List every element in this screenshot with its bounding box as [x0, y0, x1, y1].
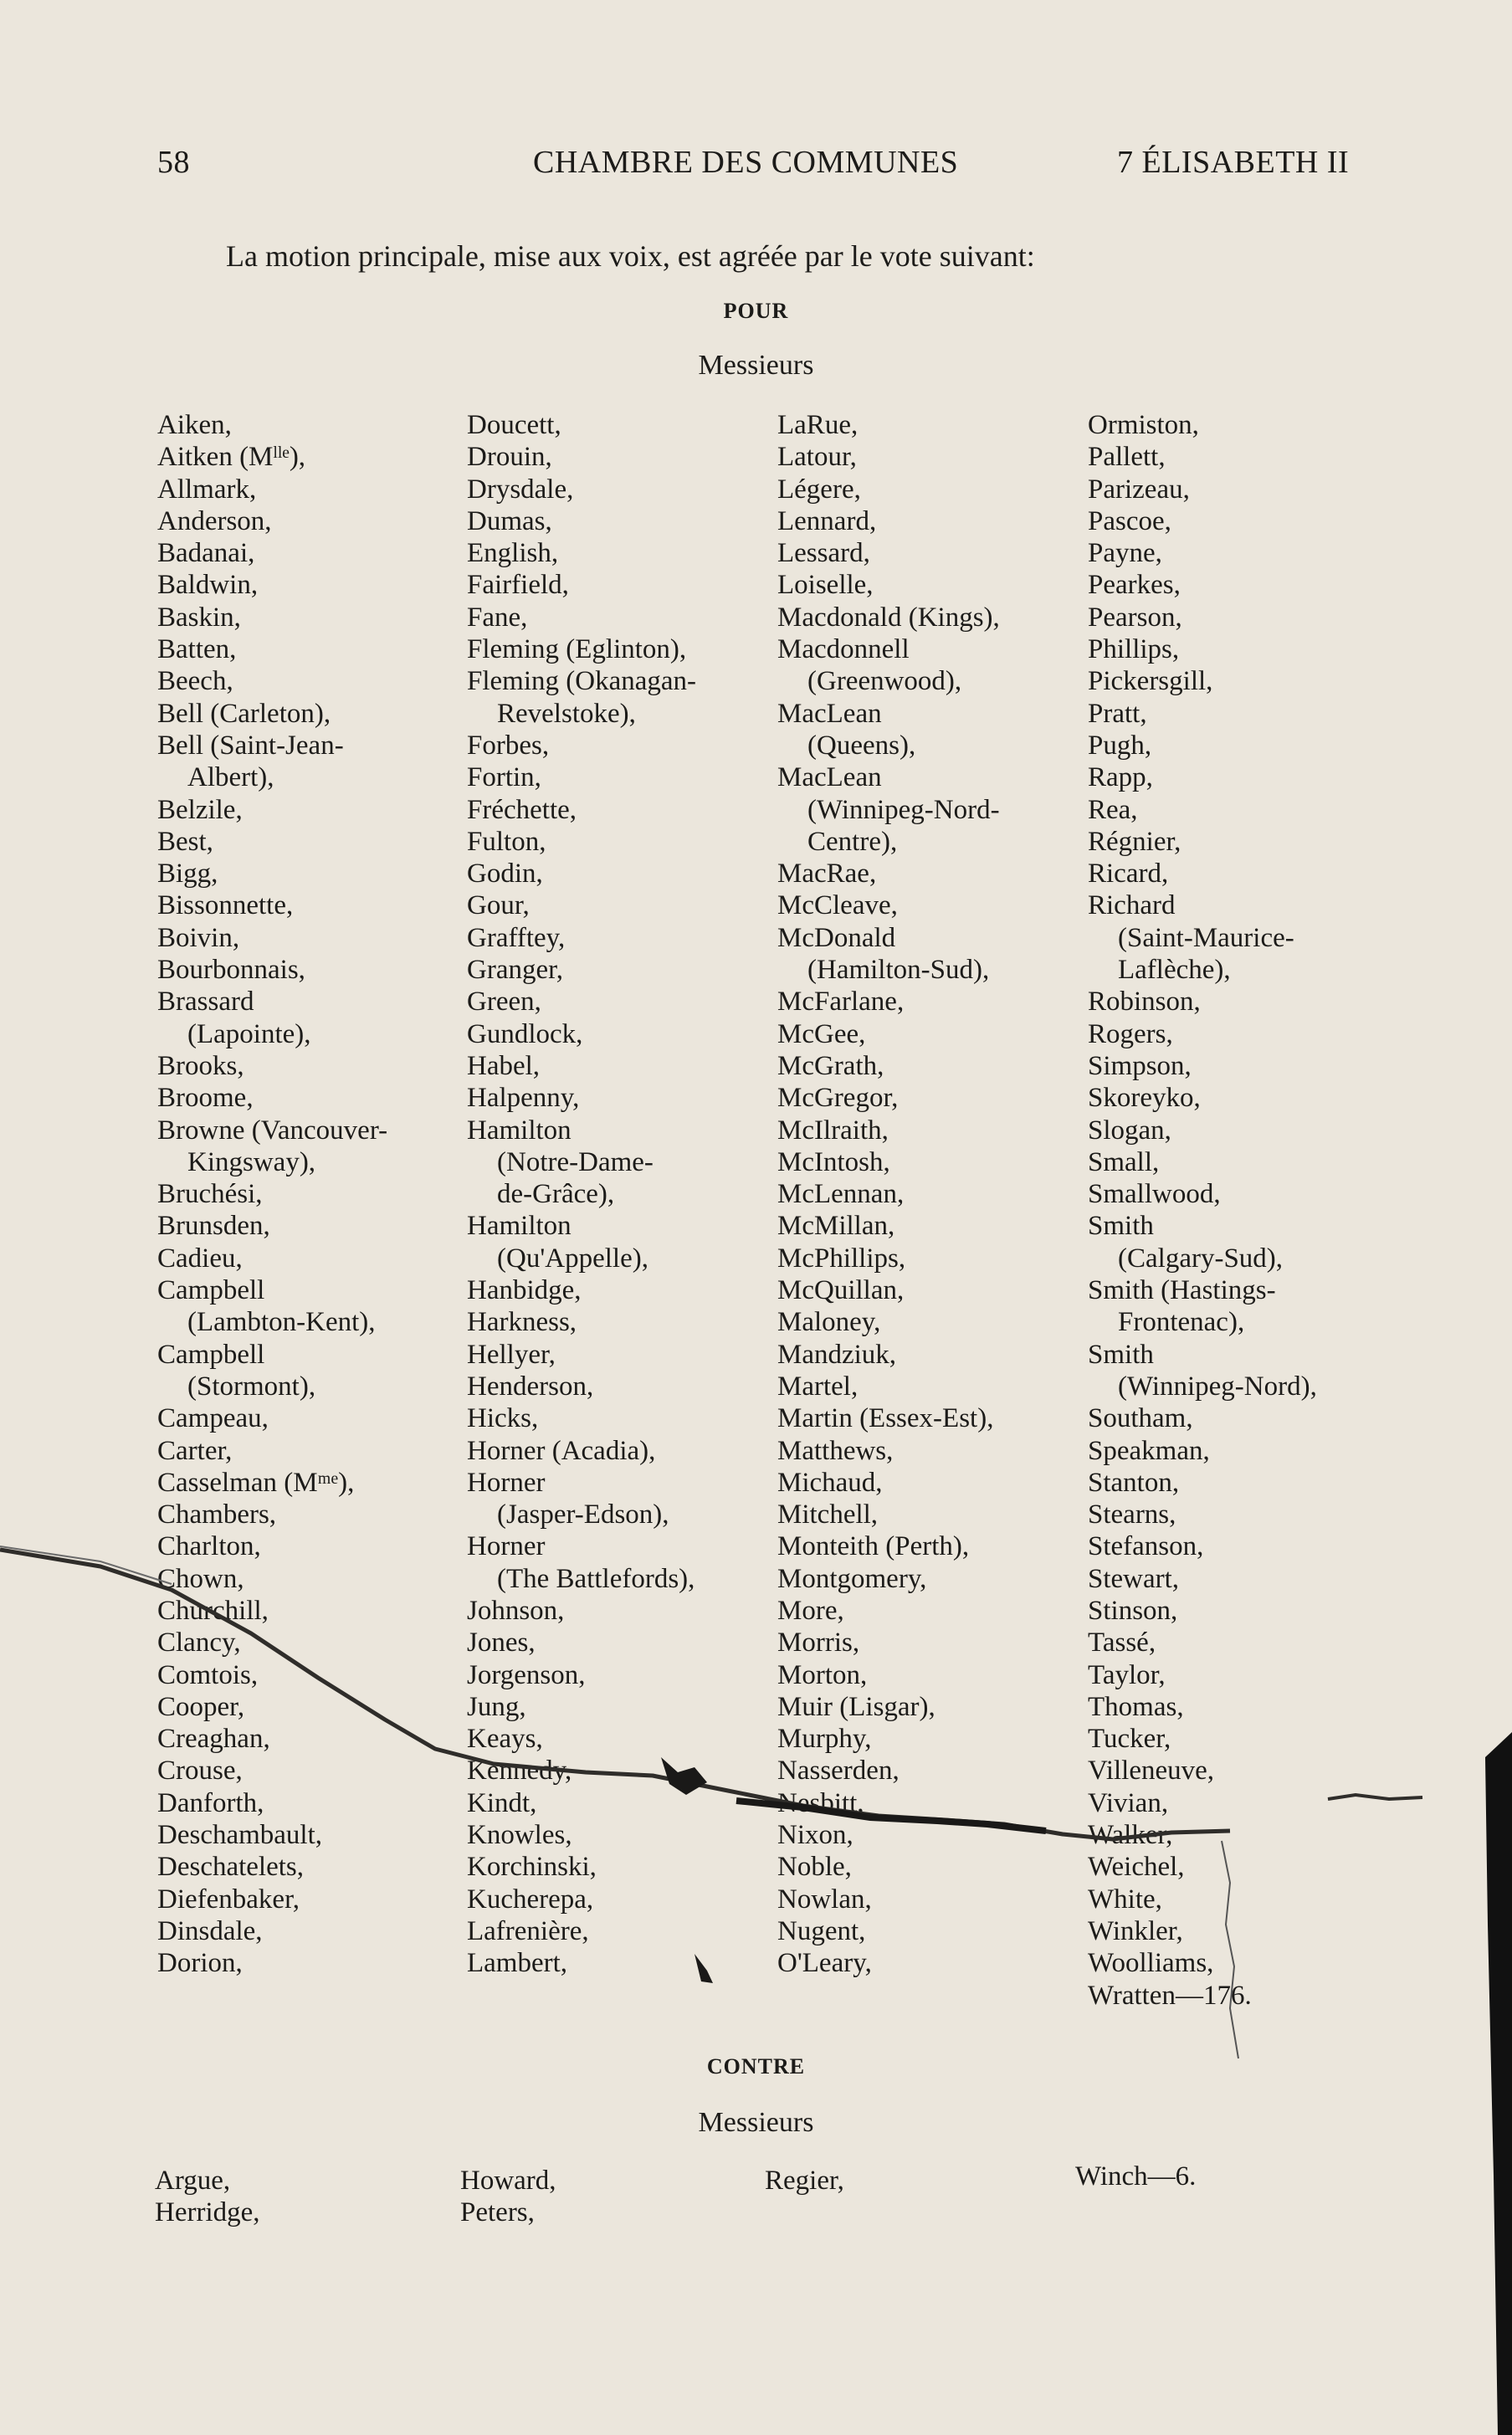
- member-name: Comtois,: [157, 1659, 259, 1690]
- member-name: McGrath,: [777, 1050, 884, 1081]
- member-name: Mandziuk,: [777, 1339, 897, 1370]
- member-name: Kingsway),: [187, 1146, 316, 1177]
- member-name: MacLean: [777, 762, 882, 793]
- member-name: McGregor,: [777, 1083, 899, 1114]
- member-name: Peters,: [460, 2197, 535, 2228]
- member-name: Villeneuve,: [1088, 1756, 1215, 1787]
- member-name: Argue,: [155, 2166, 231, 2196]
- member-name: Fulton,: [467, 826, 546, 857]
- member-name: Carter,: [157, 1435, 233, 1466]
- member-name: Mitchell,: [777, 1499, 879, 1530]
- member-name: Stewart,: [1088, 1563, 1180, 1594]
- member-name: Belzile,: [157, 794, 243, 825]
- member-name: Brassard: [157, 987, 254, 1018]
- page-number: 58: [157, 145, 190, 180]
- member-name: Horner (Acadia),: [467, 1435, 656, 1466]
- member-name: Pearson,: [1088, 602, 1182, 633]
- member-name: Howard,: [460, 2166, 556, 2196]
- member-name: Stinson,: [1088, 1595, 1178, 1626]
- member-name: Macdonald (Kings),: [777, 602, 1000, 633]
- member-name: Bell (Saint-Jean-: [157, 730, 344, 761]
- member-name: Centre),: [807, 826, 898, 857]
- member-name: Harkness,: [467, 1307, 577, 1338]
- member-name: Diefenbaker,: [157, 1884, 300, 1915]
- member-name: Bourbonnais,: [157, 955, 305, 986]
- member-name: Martel,: [777, 1371, 859, 1402]
- member-name: (Queens),: [807, 730, 916, 761]
- member-name: (Qu'Appelle),: [497, 1243, 648, 1274]
- page-header-reign: 7 ÉLISABETH II: [1117, 145, 1350, 180]
- member-name: (Calgary-Sud),: [1118, 1243, 1284, 1274]
- member-name: Skoreyko,: [1088, 1083, 1201, 1114]
- member-name: McGee,: [777, 1018, 866, 1049]
- member-name: Brooks,: [157, 1050, 244, 1081]
- member-name: Southam,: [1088, 1403, 1193, 1434]
- member-name: Creaghan,: [157, 1724, 270, 1755]
- member-name: Boivin,: [157, 922, 240, 953]
- member-name: Green,: [467, 987, 541, 1018]
- member-name: Aitken (Mˡˡᵉ),: [157, 442, 306, 473]
- member-name: Grafftey,: [467, 922, 566, 953]
- member-name: Brunsden,: [157, 1211, 270, 1242]
- member-name: Cadieu,: [157, 1243, 243, 1274]
- member-name: Ricard,: [1088, 859, 1169, 889]
- contre-column-2: [460, 2163, 556, 2227]
- member-name: Kucherepa,: [467, 1884, 594, 1915]
- member-name: Nowlan,: [777, 1884, 872, 1915]
- contre-subheading: Messieurs: [698, 2107, 814, 2138]
- member-name: de-Grâce),: [497, 1179, 615, 1210]
- member-name: Simpson,: [1088, 1050, 1192, 1081]
- member-name: MacLean: [777, 698, 882, 729]
- member-name: Matthews,: [777, 1435, 894, 1466]
- member-name: Noble,: [777, 1852, 852, 1883]
- member-name: (Lapointe),: [187, 1018, 311, 1049]
- member-name: McCleave,: [777, 890, 898, 921]
- member-name: Gour,: [467, 890, 530, 921]
- member-name: Smallwood,: [1088, 1179, 1221, 1210]
- member-name: Badanai,: [157, 538, 255, 569]
- member-name: Nixon,: [777, 1820, 853, 1851]
- member-name: O'Leary,: [777, 1948, 872, 1979]
- member-name: Campbell: [157, 1275, 265, 1306]
- member-name: Lennard,: [777, 505, 877, 536]
- member-name: Smith: [1088, 1339, 1154, 1370]
- member-name: (Saint-Maurice-: [1118, 922, 1294, 953]
- member-name: More,: [777, 1595, 844, 1626]
- member-name: Bigg,: [157, 859, 218, 889]
- member-name: (The Battlefords),: [497, 1563, 695, 1594]
- member-name: Baskin,: [157, 602, 241, 633]
- member-name: Morris,: [777, 1628, 860, 1658]
- member-name: Rogers,: [1088, 1018, 1173, 1049]
- member-name: McMillan,: [777, 1211, 895, 1242]
- member-name: Small,: [1088, 1146, 1160, 1177]
- member-name: Granger,: [467, 955, 564, 986]
- pour-column-1: [157, 409, 387, 1980]
- member-name: Woolliams,: [1088, 1948, 1214, 1979]
- member-name: Doucett,: [467, 410, 561, 440]
- motion-intro: La motion principale, mise aux voix, est agréée par le vote suivant:: [226, 239, 1035, 273]
- member-name: Bruchési,: [157, 1179, 263, 1210]
- member-name: Laflèche),: [1118, 955, 1231, 986]
- member-name: Smith: [1088, 1211, 1154, 1242]
- member-name: (Greenwood),: [807, 666, 962, 697]
- member-name: McIlraith,: [777, 1115, 889, 1146]
- member-name: Best,: [157, 826, 213, 857]
- member-name: Baldwin,: [157, 570, 259, 601]
- member-name: Monteith (Perth),: [777, 1531, 970, 1562]
- member-name: Gundlock,: [467, 1018, 583, 1049]
- member-name: Régnier,: [1088, 826, 1181, 857]
- member-name: Horner: [467, 1531, 546, 1562]
- member-name: Pugh,: [1088, 730, 1152, 761]
- member-name: Johnson,: [467, 1595, 565, 1626]
- member-name: Weichel,: [1088, 1852, 1185, 1883]
- member-name: (Jasper-Edson),: [497, 1499, 669, 1530]
- member-name: Henderson,: [467, 1371, 594, 1402]
- contre-column-4: [1075, 2159, 1196, 2191]
- pour-column-2: [467, 409, 696, 1980]
- pour-column-3: [777, 409, 1000, 1980]
- member-name: Fleming (Okanagan-: [467, 666, 697, 697]
- pour-subheading: Messieurs: [698, 350, 814, 381]
- member-name: Hanbidge,: [467, 1275, 582, 1306]
- member-name: Payne,: [1088, 538, 1162, 569]
- member-name: Fleming (Eglinton),: [467, 634, 687, 665]
- member-name: Nugent,: [777, 1915, 866, 1946]
- member-name: Pallett,: [1088, 442, 1166, 473]
- member-name: Michaud,: [777, 1467, 883, 1498]
- member-name: Muir (Lisgar),: [777, 1691, 935, 1722]
- member-name: Regier,: [765, 2166, 844, 2196]
- member-name: Albert),: [187, 762, 274, 793]
- member-name: Montgomery,: [777, 1563, 927, 1594]
- member-name: Dorion,: [157, 1948, 243, 1979]
- member-name: Pickersgill,: [1088, 666, 1213, 697]
- member-name: Pratt,: [1088, 698, 1147, 729]
- member-name: Richard: [1088, 890, 1176, 921]
- member-name: English,: [467, 538, 559, 569]
- page-header-title: CHAMBRE DES COMMUNES: [533, 145, 959, 180]
- member-name: McFarlane,: [777, 987, 905, 1018]
- member-name: Rea,: [1088, 794, 1138, 825]
- member-name: Broome,: [157, 1083, 254, 1114]
- member-name: Charlton,: [157, 1531, 261, 1562]
- member-name: Smith (Hastings-: [1088, 1275, 1276, 1306]
- member-name: White,: [1088, 1884, 1162, 1915]
- member-name: (Winnipeg-Nord-: [807, 794, 1000, 825]
- member-name: Stearns,: [1088, 1499, 1176, 1530]
- member-name: Morton,: [777, 1659, 868, 1690]
- member-name: (Notre-Dame-: [497, 1146, 653, 1177]
- member-name: Hamilton: [467, 1211, 571, 1242]
- member-name: Korchinski,: [467, 1852, 597, 1883]
- pour-heading: POUR: [723, 299, 789, 323]
- member-name: Batten,: [157, 634, 237, 665]
- member-name: Casselman (Mᵐᵉ),: [157, 1467, 355, 1498]
- member-name: Clancy,: [157, 1628, 241, 1658]
- member-name: (Winnipeg-Nord),: [1118, 1371, 1317, 1402]
- member-name: Winkler,: [1088, 1915, 1183, 1946]
- member-name: Robinson,: [1088, 987, 1201, 1018]
- member-name: MacRae,: [777, 859, 877, 889]
- member-name: Revelstoke),: [497, 698, 636, 729]
- member-name: Beech,: [157, 666, 233, 697]
- member-name: McQuillan,: [777, 1275, 905, 1306]
- member-name: Bell (Carleton),: [157, 698, 331, 729]
- member-name: Lafrenière,: [467, 1915, 589, 1946]
- member-name: Fane,: [467, 602, 528, 633]
- member-name: Kennedy,: [467, 1756, 572, 1787]
- member-name: Speakman,: [1088, 1435, 1210, 1466]
- member-name: Lessard,: [777, 538, 870, 569]
- member-name: Cooper,: [157, 1691, 245, 1722]
- member-name: Hellyer,: [467, 1339, 556, 1370]
- member-name: Dumas,: [467, 505, 552, 536]
- member-name: Browne (Vancouver-: [157, 1115, 388, 1146]
- member-name: McIntosh,: [777, 1146, 890, 1177]
- member-name: Anderson,: [157, 505, 272, 536]
- member-name: Hamilton: [467, 1115, 571, 1146]
- member-name: Churchill,: [157, 1595, 269, 1626]
- member-name: Habel,: [467, 1050, 541, 1081]
- member-name: Bissonnette,: [157, 890, 294, 921]
- member-name: Lambert,: [467, 1948, 568, 1979]
- member-name: Taylor,: [1088, 1659, 1166, 1690]
- member-name: Danforth,: [157, 1787, 264, 1818]
- member-name: (Lambton-Kent),: [187, 1307, 376, 1338]
- member-name: LaRue,: [777, 410, 859, 440]
- member-name: Winch—6.: [1075, 2161, 1197, 2192]
- member-name: Kindt,: [467, 1787, 537, 1818]
- member-name: Fairfield,: [467, 570, 569, 601]
- member-name: Thomas,: [1088, 1691, 1184, 1722]
- member-name: Campbell: [157, 1339, 265, 1370]
- member-name: Pascoe,: [1088, 505, 1171, 536]
- member-name: Rapp,: [1088, 762, 1153, 793]
- member-name: McPhillips,: [777, 1243, 906, 1274]
- pour-column-4: [1088, 409, 1317, 2012]
- member-name: Deschambault,: [157, 1820, 323, 1851]
- member-name: Martin (Essex-Est),: [777, 1403, 994, 1434]
- member-name: Loiselle,: [777, 570, 874, 601]
- member-name: Chambers,: [157, 1499, 277, 1530]
- member-name: McDonald: [777, 922, 896, 953]
- member-name: Fréchette,: [467, 794, 577, 825]
- member-name: Horner: [467, 1467, 546, 1498]
- member-name: Campeau,: [157, 1403, 269, 1434]
- member-name: Deschatelets,: [157, 1852, 305, 1883]
- member-name: Frontenac),: [1118, 1307, 1245, 1338]
- member-name: Slogan,: [1088, 1115, 1171, 1146]
- member-name: Pearkes,: [1088, 570, 1181, 601]
- member-name: Jung,: [467, 1691, 526, 1722]
- member-name: Macdonnell: [777, 634, 910, 665]
- member-name: Dinsdale,: [157, 1915, 263, 1946]
- member-name: Herridge,: [155, 2197, 260, 2228]
- member-name: (Stormont),: [187, 1371, 316, 1402]
- member-name: Jones,: [467, 1628, 536, 1658]
- member-name: Vivian,: [1088, 1787, 1169, 1818]
- member-name: Wratten—176.: [1088, 1980, 1252, 2011]
- member-name: Crouse,: [157, 1756, 243, 1787]
- member-name: Nasserden,: [777, 1756, 900, 1787]
- contre-column-3: [765, 2163, 844, 2195]
- member-name: Halpenny,: [467, 1083, 580, 1114]
- member-name: Légere,: [777, 474, 861, 505]
- member-name: McLennan,: [777, 1179, 905, 1210]
- member-name: Stanton,: [1088, 1467, 1180, 1498]
- member-name: Phillips,: [1088, 634, 1180, 665]
- member-name: Ormiston,: [1088, 410, 1199, 440]
- member-name: (Hamilton-Sud),: [807, 955, 990, 986]
- member-name: Stefanson,: [1088, 1531, 1204, 1562]
- member-name: Latour,: [777, 442, 857, 473]
- member-name: Nesbitt,: [777, 1787, 864, 1818]
- member-name: Keays,: [467, 1724, 543, 1755]
- member-name: Fortin,: [467, 762, 541, 793]
- member-name: Knowles,: [467, 1820, 572, 1851]
- contre-column-1: [155, 2163, 260, 2227]
- member-name: Tassé,: [1088, 1628, 1156, 1658]
- member-name: Jorgenson,: [467, 1659, 586, 1690]
- member-name: Hicks,: [467, 1403, 539, 1434]
- member-name: Maloney,: [777, 1307, 881, 1338]
- member-name: Godin,: [467, 859, 543, 889]
- member-name: Tucker,: [1088, 1724, 1171, 1755]
- member-name: Parizeau,: [1088, 474, 1190, 505]
- member-name: Drysdale,: [467, 474, 574, 505]
- member-name: Forbes,: [467, 730, 550, 761]
- member-name: Allmark,: [157, 474, 257, 505]
- member-name: Walker,: [1088, 1820, 1173, 1851]
- member-name: Murphy,: [777, 1724, 872, 1755]
- member-name: Drouin,: [467, 442, 552, 473]
- member-name: Chown,: [157, 1563, 244, 1594]
- contre-heading: CONTRE: [706, 2054, 806, 2079]
- member-name: Aiken,: [157, 410, 232, 440]
